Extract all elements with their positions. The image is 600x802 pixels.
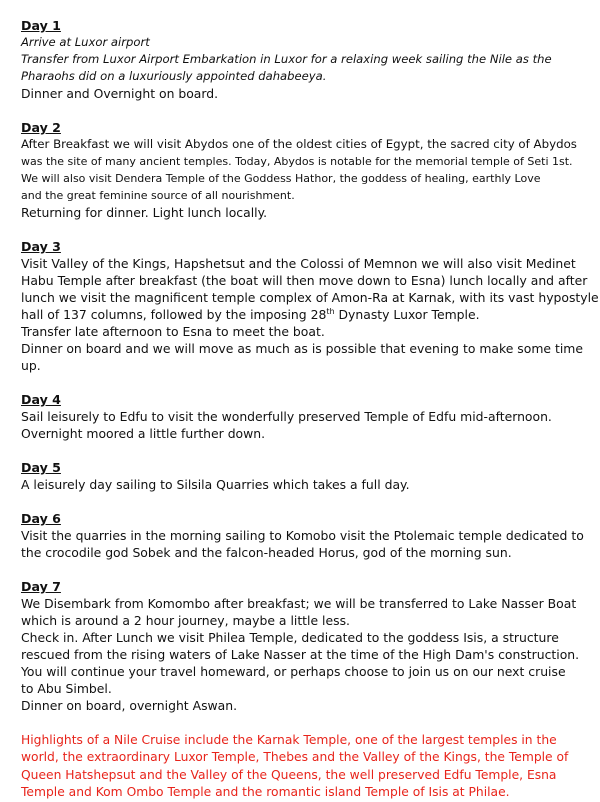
day-6-heading: Day 6 <box>21 511 61 526</box>
day-4-section <box>21 391 591 442</box>
day-2-heading: Day 2 <box>21 120 61 135</box>
day-3-line-5: Transfer late afternoon to Esna to meet the boat. <box>21 324 325 339</box>
day-7-section <box>21 578 591 714</box>
day-3-line-2: Habu Temple after breakfast (the boat will then move down to Esna) lunch locally and after <box>21 273 588 288</box>
day-2-line-3: We will also visit Dendera Temple of the Goddess Hathor, the goddess of healing, earthly Love <box>21 172 541 185</box>
day-3-line-1: Visit Valley of the Kings, Hapshetsut and the Colossi of Memnon we will also visit Medinet <box>21 256 576 271</box>
highlights-line-1: Highlights of a Nile Cruise include the Karnak Temple, one of the largest temples in the <box>21 733 557 747</box>
day-1-line-1: Arrive at Luxor airport <box>21 35 150 49</box>
day-6-line-1: Visit the quarries in the morning sailing to Komobo visit the Ptolemaic temple dedicated to <box>21 528 584 543</box>
day-3-line-4-post: Dynasty Luxor Temple. <box>334 307 480 322</box>
highlights-line-2: world, the extraordinary Luxor Temple, Thebes and the Valley of the Kings, the Temple of <box>21 750 569 765</box>
day-4-line-2: Overnight moored a little further down. <box>21 426 266 441</box>
day-1-line-3: Pharaohs did on a luxuriously appointed dahabeeya. <box>21 69 327 83</box>
day-7-line-4: rescued from the rising waters of Lake Nasser at the time of the High Dam's construction. <box>21 647 580 662</box>
day-2-line-5: Returning for dinner. Light lunch locally. <box>21 205 268 220</box>
day-3-heading: Day 3 <box>21 239 61 254</box>
day-6-section <box>21 510 591 561</box>
day-3-line-4-pre: hall of 137 columns, followed by the imposing 28 <box>21 307 327 322</box>
day-7-line-5: You will continue your travel homeward, or perhaps choose to join us on our next cruise <box>21 664 566 679</box>
day-7-line-2: which is around a 2 hour journey, maybe a little less. <box>21 613 350 628</box>
day-5-section <box>21 459 591 493</box>
day-3-line-4-sup: th <box>326 306 335 316</box>
highlights-line-3: Queen Hatshepsut and the Valley of the Queens, the well preserved Edfu Temple, Esna <box>21 767 557 782</box>
day-3-line-6: Dinner on board and we will move as much as is possible that evening to make some time <box>21 341 583 356</box>
day-3-line-3: lunch we visit the magnificent temple complex of Amon-Ra at Karnak, with its vast hypostyle <box>21 290 599 305</box>
itinerary-document <box>21 17 599 802</box>
day-7-line-6: to Abu Simbel. <box>21 681 112 696</box>
day-1-line-2: Transfer from Luxor Airport Embarkation in Luxor for a relaxing week sailing the Nile as the <box>21 52 552 66</box>
day-2-section <box>21 119 591 221</box>
day-7-line-3: Check in. After Lunch we visit Philea Temple, dedicated to the goddess Isis, a structure <box>21 630 559 645</box>
day-1-line-4: Dinner and Overnight on board. <box>21 86 219 101</box>
day-7-heading: Day 7 <box>21 579 61 594</box>
day-6-line-2: the crocodile god Sobek and the falcon-headed Horus, god of the morning sun. <box>21 545 512 560</box>
day-4-heading: Day 4 <box>21 392 61 407</box>
day-3-line-4 <box>21 306 591 323</box>
day-2-line-1: After Breakfast we will visit Abydos one of the oldest cities of Egypt, the sacred city of Abydos <box>21 137 577 151</box>
day-3-line-7: up. <box>21 358 41 373</box>
day-7-line-1: We Disembark from Komombo after breakfast; we will be transferred to Lake Nasser Boat <box>21 596 577 611</box>
day-7-line-7: Dinner on board, overnight Aswan. <box>21 698 238 713</box>
day-1-heading: Day 1 <box>21 18 61 33</box>
day-2-line-4: and the great feminine source of all nourishment. <box>21 189 295 202</box>
day-4-line-1: Sail leisurely to Edfu to visit the wonderfully preserved Temple of Edfu mid-afternoon. <box>21 409 552 424</box>
highlights-line-4: Temple and Kom Ombo Temple and the romantic island Temple of Isis at Philae. <box>21 785 510 800</box>
day-1-section <box>21 17 591 102</box>
day-5-line-1: A leisurely day sailing to Silsila Quarries which takes a full day. <box>21 477 410 492</box>
highlights-paragraph <box>21 732 591 802</box>
day-2-line-2: was the site of many ancient temples. Today, Abydos is notable for the memorial temple of Seti 1st. <box>21 155 573 168</box>
day-3-section <box>21 238 599 374</box>
day-5-heading: Day 5 <box>21 460 61 475</box>
